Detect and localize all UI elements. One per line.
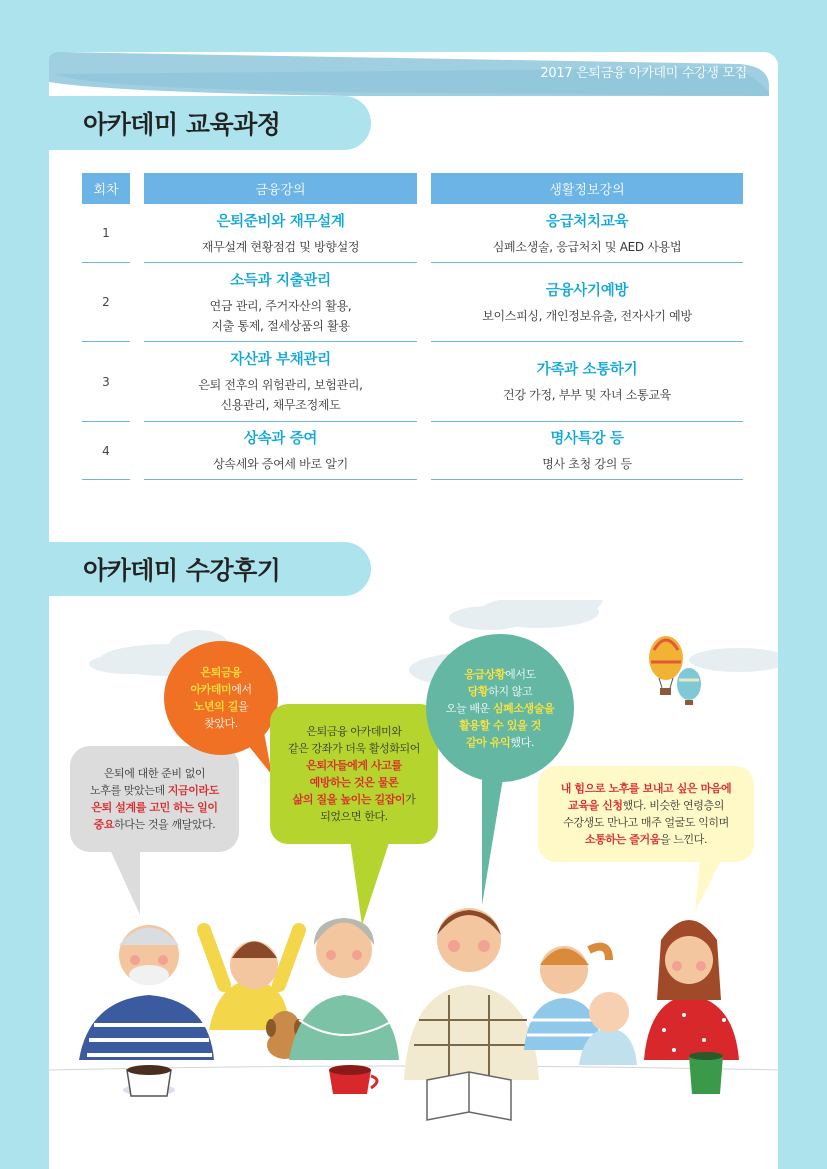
review-highlight: 지금이라도 [167,784,219,797]
review-text: 했다. 비슷한 연령층의 [622,799,724,812]
review-highlight: 같아 유익 [466,735,511,749]
review-bubble-gray [70,746,239,852]
review-highlight: 중요 [93,818,115,831]
life-title: 가족과 소통하기 [536,362,638,378]
finance-desc: 재무설계 현황점검 및 방향설정 [201,239,360,254]
round-number: 2 [102,295,110,309]
review-text: 에서 [231,683,252,696]
review-highlight: 예방하는 것은 물론 [309,776,399,789]
header-finance: 금융강의 [144,173,417,204]
review-highlight: 내 힘으로 노후를 보내고 싶은 마음에 [560,782,732,795]
finance-desc: 연금 관리, 주거자산의 활용, [209,298,352,313]
life-desc: 심폐소생술, 응급처치 및 AED 사용법 [492,239,682,254]
review-text: 수강생도 만나고 매주 얼굴도 익히며 [563,816,729,829]
review-text: 같은 강좌가 더욱 활성화되어 [287,742,420,755]
life-desc: 보이스피싱, 개인정보유출, 전자사기 예방 [482,308,692,323]
review-text: 가 [405,793,416,806]
review-bubble-green [270,704,438,844]
life-desc: 명사 초청 강의 등 [542,457,632,471]
finance-desc: 은퇴 전후의 위험관리, 보험관리, [198,378,363,392]
finance-title: 상속과 증여 [243,431,318,447]
review-text: 노후를 맞았는데 [90,784,168,797]
review-text: 은퇴에 대한 준비 없이 [103,767,206,780]
finance-desc: 상속세와 증여세 바로 알기 [213,457,348,471]
review-text: 되었으면 한다. [320,810,388,823]
round-number: 3 [102,374,110,389]
life-title: 명사특강 등 [550,431,624,447]
review-text: 하지 않고 [488,684,533,698]
review-highlight: 소통하는 즐거움 [584,833,660,846]
header-round: 회차 [82,173,130,204]
finance-desc: 신용관리, 채무조정제도 [220,398,341,412]
review-highlight: 활용할 수 있을 것 [459,718,541,732]
round-number: 4 [102,443,110,458]
review-highlight: 교육을 신청 [568,799,623,812]
header-ribbon-text: 2017 은퇴금융 아카데미 수강생 모집 [540,66,747,81]
finance-title: 소득과 지출관리 [230,272,331,289]
review-highlight: 아카데미 [190,683,232,696]
review-highlight: 당황 [467,684,489,698]
finance-title: 자산과 부채관리 [230,352,331,368]
review-bubble-yellow [538,766,754,862]
review-highlight: 은퇴 설계를 고민 하는 일이 [91,801,218,814]
review-text: 했다. [510,735,534,749]
review-text: 에서도 [505,667,536,681]
review-text: 을 [238,700,249,713]
life-desc: 건강 가정, 부부 및 자녀 소통교육 [503,388,671,402]
life-title: 금융사기예방 [545,282,629,299]
review-text: 찾았다. [204,717,238,730]
review-highlight: 삶의 질을 높이는 길잡이 [292,793,406,806]
life-title: 응급처치교육 [545,213,629,230]
review-text: 을 느낀다. [659,833,708,846]
review-text: 은퇴금융 아카데미와 [306,725,402,738]
curriculum-title: 아카데미 교육과정 [49,96,371,150]
review-highlight: 은퇴금융 [200,666,242,679]
finance-desc: 지출 통제, 절세상품의 활용 [211,318,350,333]
header-life: 생활정보강의 [431,173,743,204]
review-highlight: 은퇴자들에게 사고를 [306,759,402,772]
review-highlight: 노년의 길 [193,700,239,713]
finance-title: 은퇴준비와 재무설계 [216,213,345,230]
round-number: 1 [102,226,110,240]
review-text: 오늘 배운 [445,701,493,715]
review-bubble-teal [426,634,574,782]
reviews-title: 아카데미 수강후기 [49,542,371,596]
review-bubble-orange [164,641,278,755]
review-text: 하다는 것을 깨달았다. [114,818,216,831]
review-highlight: 심폐소생술을 [492,701,555,715]
review-highlight: 응급상황 [464,667,506,681]
